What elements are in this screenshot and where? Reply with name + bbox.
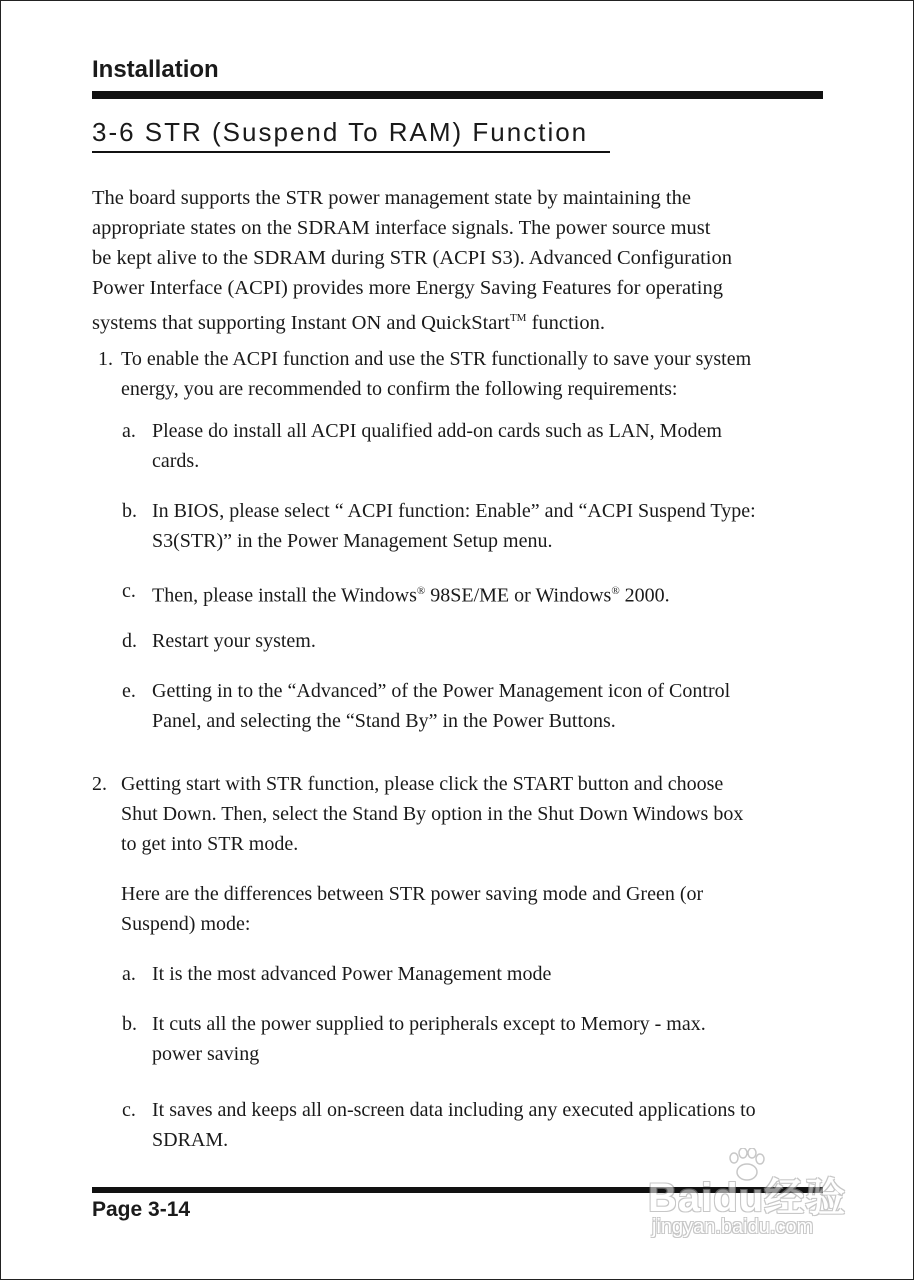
sub-item-text	[152, 1095, 756, 1155]
watermark-logo: Baidu经验	[648, 1176, 847, 1220]
list-number: 1.	[98, 348, 113, 370]
sub-letter: a.	[122, 963, 136, 985]
list-item-text	[121, 769, 743, 859]
sub-letter: a.	[122, 420, 136, 442]
sub-line: Restart your system.	[152, 630, 316, 652]
intro-line: be kept alive to the SDRAM during STR (ACPI S3). Advanced Configuration	[92, 247, 732, 269]
sub-line: Please do install all ACPI qualified add-on cards such as LAN, Modem	[152, 420, 722, 442]
trademark-sup: TM	[509, 312, 527, 324]
sub-line: It cuts all the power supplied to peripherals except to Memory - max.	[152, 1013, 706, 1035]
list-line: To enable the ACPI function and use the STR functionally to save your system	[121, 348, 752, 370]
sub-item-text	[152, 496, 756, 556]
header-title: Installation	[92, 56, 219, 83]
list-line: Getting start with STR function, please click the START button and choose	[121, 773, 724, 795]
watermark-url: jingyan.baidu.com	[652, 1216, 814, 1238]
list-item-text	[121, 344, 751, 404]
section-rule	[92, 151, 610, 153]
sub-line: It saves and keeps all on-screen data including any executed applications to	[152, 1099, 756, 1121]
sub-text-part: 2000.	[619, 584, 670, 607]
sub-item-text	[152, 416, 722, 476]
header-rule	[92, 91, 823, 99]
differences-paragraph	[121, 879, 821, 939]
sub-text-part: Then, please install the Windows	[152, 584, 417, 607]
sub-letter: d.	[122, 630, 137, 652]
sub-line: Panel, and selecting the “Stand By” in the Power Buttons.	[152, 710, 616, 732]
intro-line-tail: function.	[526, 311, 606, 334]
section-title: 3-6 STR (Suspend To RAM) Function	[92, 117, 589, 147]
intro-line: The board supports the STR power management state by maintaining the	[92, 187, 691, 209]
sub-text-part: 98SE/ME or Windows	[425, 584, 612, 607]
sub-item-text	[152, 959, 551, 989]
sub-letter: e.	[122, 680, 136, 702]
sub-line: It is the most advanced Power Management mode	[152, 963, 552, 985]
registered-sup: ®	[611, 585, 620, 597]
intro-line-text: systems that supporting Instant ON and QuickStart	[92, 311, 510, 334]
page-number: Page 3-14	[92, 1198, 191, 1221]
list-line: energy, you are recommended to confirm the following requirements:	[121, 378, 678, 400]
sub-line: S3(STR)” in the Power Management Setup menu.	[152, 530, 553, 552]
sub-item-text	[152, 676, 730, 736]
registered-sup: ®	[416, 585, 426, 597]
sub-line: In BIOS, please select “ ACPI function: Enable” and “ACPI Suspend Type:	[152, 500, 756, 522]
sub-letter: c.	[122, 580, 136, 602]
sub-item-text	[152, 626, 316, 656]
intro-line	[92, 303, 822, 338]
sub-line: power saving	[152, 1043, 260, 1065]
sub-letter: b.	[122, 1013, 137, 1035]
list-number: 2.	[92, 773, 107, 795]
baidu-watermark	[648, 1148, 858, 1248]
diff-line: Here are the differences between STR power saving mode and Green (or	[121, 883, 704, 905]
list-line: Shut Down. Then, select the Stand By option in the Shut Down Windows box	[121, 803, 744, 825]
sub-letter: b.	[122, 500, 137, 522]
intro-paragraph	[92, 183, 822, 338]
sub-line: SDRAM.	[152, 1129, 229, 1151]
sub-item-text	[152, 1009, 706, 1069]
diff-line: Suspend) mode:	[121, 913, 251, 935]
sub-item-text	[152, 576, 670, 611]
sub-line: cards.	[152, 450, 200, 472]
sub-line: Getting in to the “Advanced” of the Power Management icon of Control	[152, 680, 731, 702]
intro-line: appropriate states on the SDRAM interface signals. The power source must	[92, 217, 711, 239]
list-line: to get into STR mode.	[121, 833, 299, 855]
sub-letter: c.	[122, 1099, 136, 1121]
intro-line: Power Interface (ACPI) provides more Energy Saving Features for operating	[92, 277, 723, 299]
